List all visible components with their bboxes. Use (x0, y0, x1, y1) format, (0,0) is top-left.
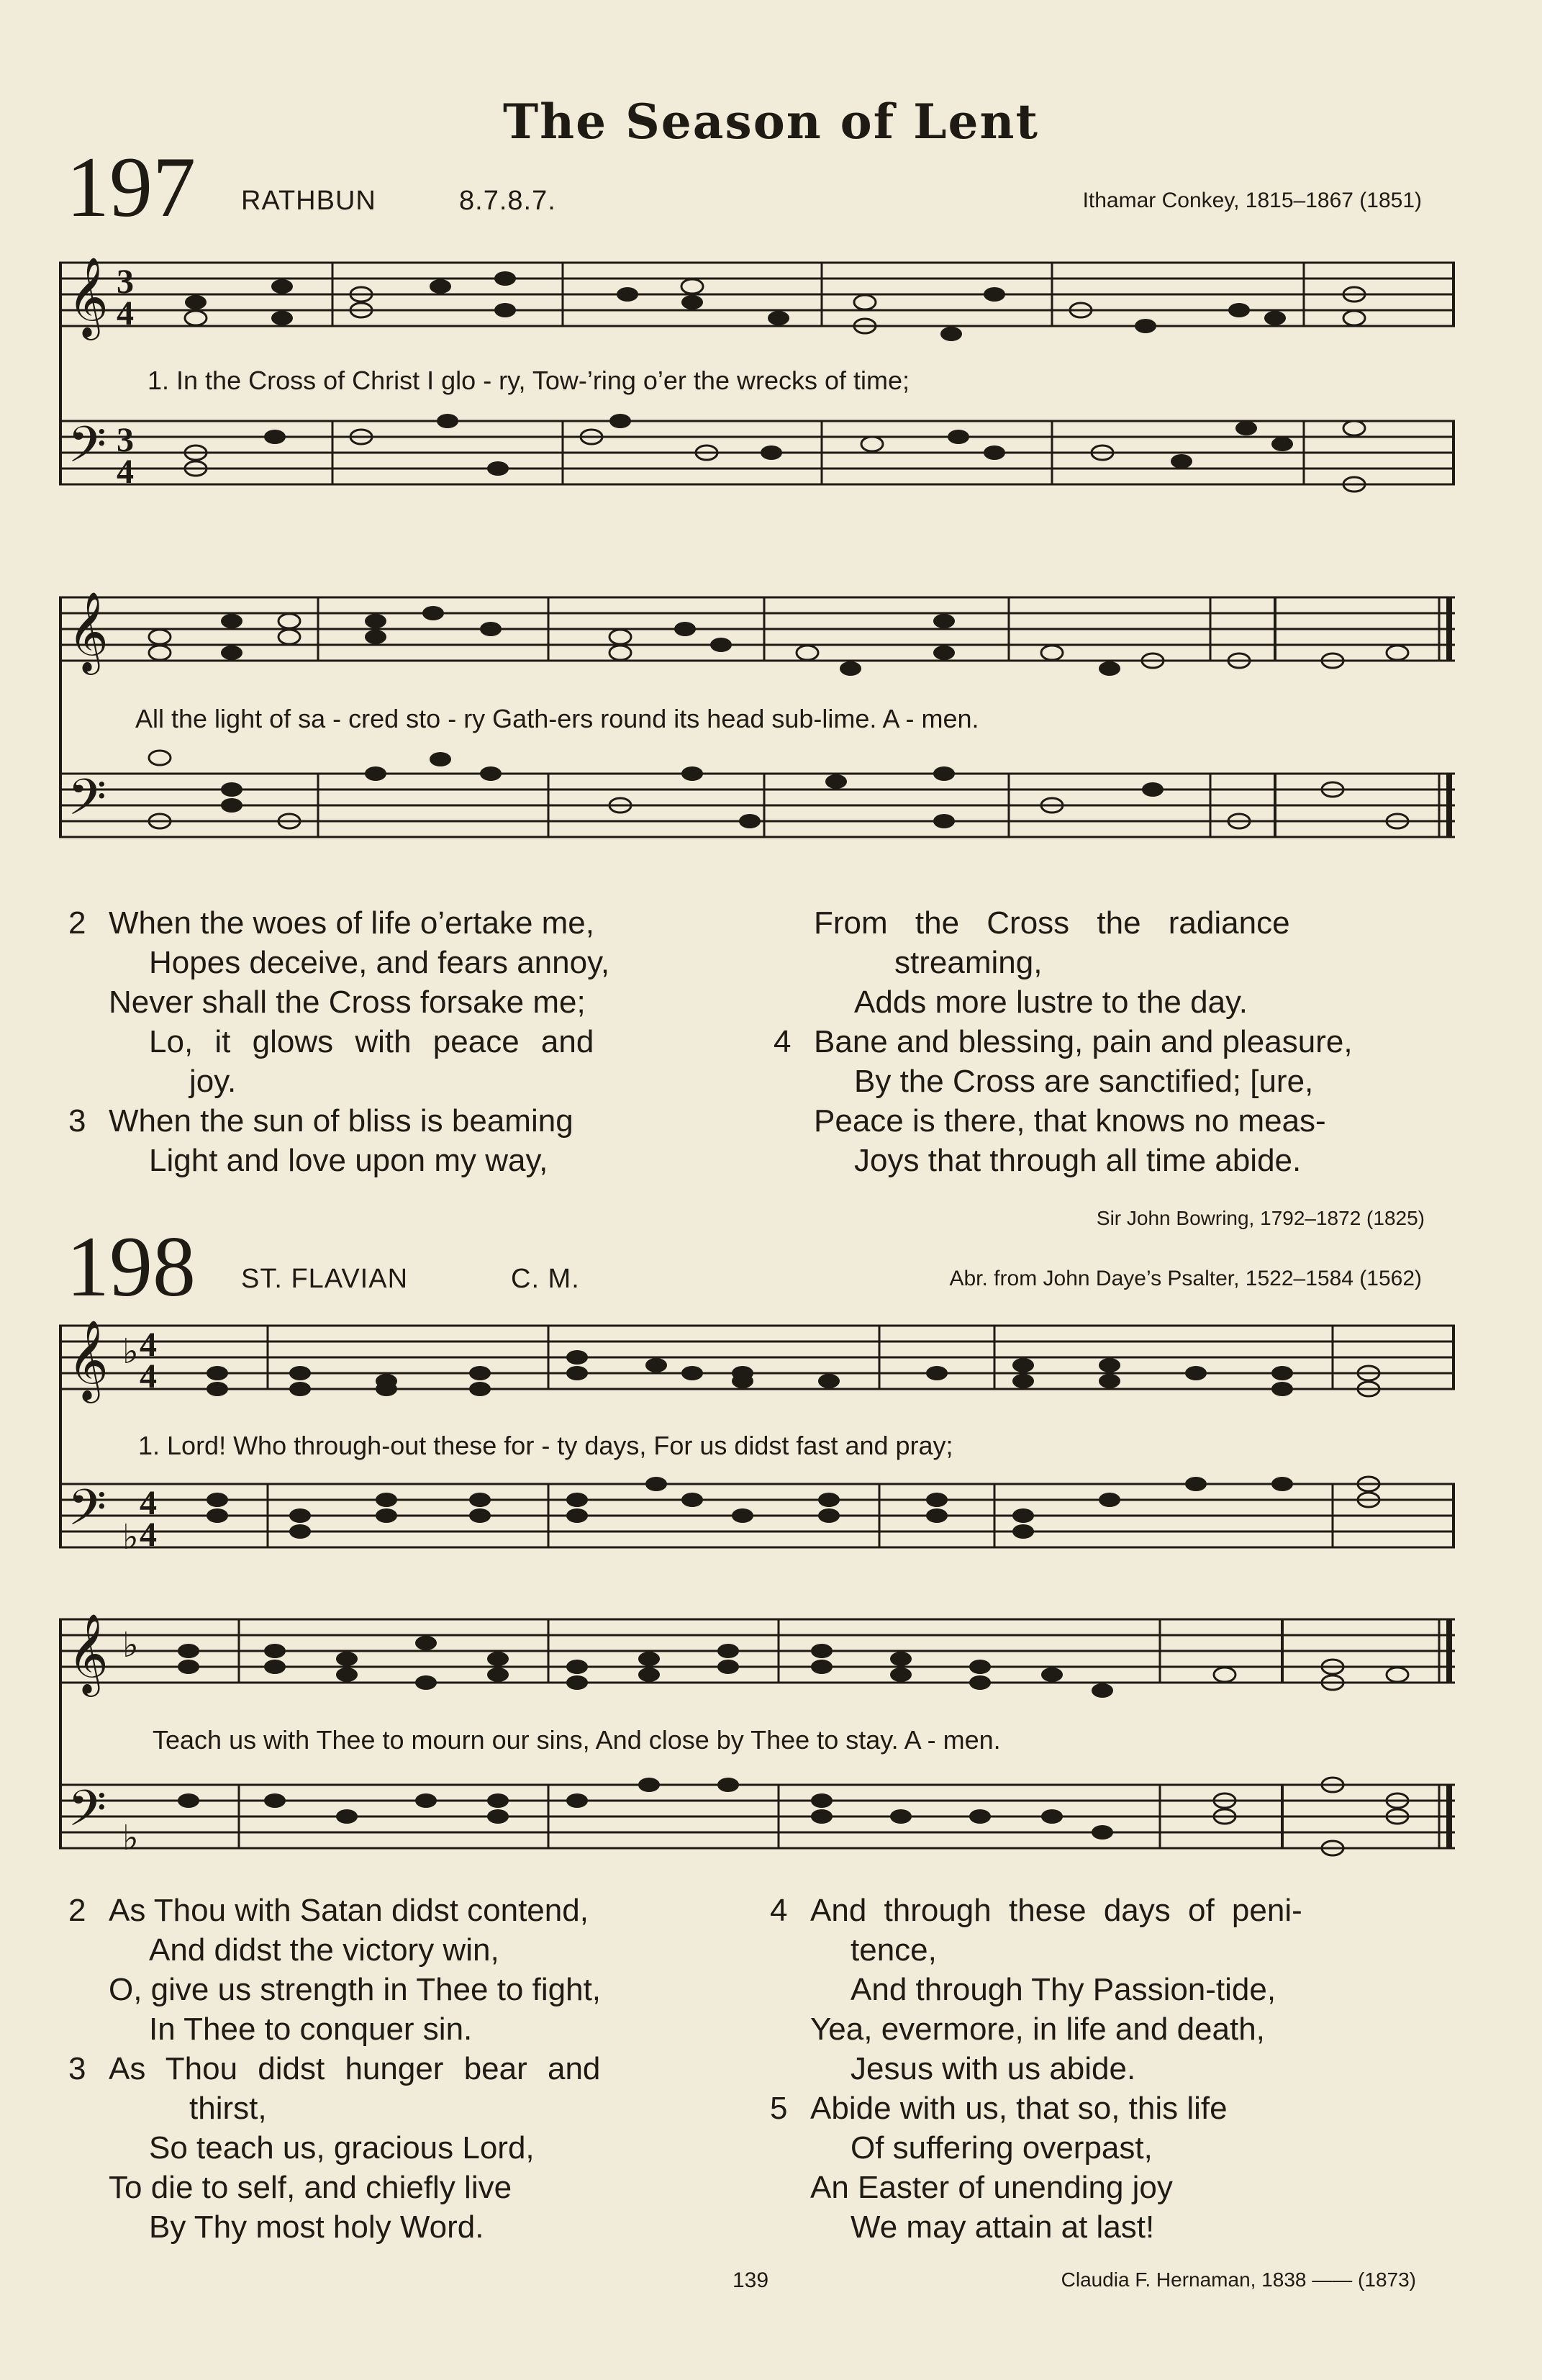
stanza-line: Joys that through all time abide. (854, 1143, 1302, 1178)
stanza-line: And through these days of peni- (810, 1893, 1302, 1928)
stanza-line: When the woes of life o’ertake me, (109, 905, 594, 941)
stanza-line: Of suffering overpast, (851, 2130, 1153, 2166)
music-system (59, 583, 1455, 892)
svg-text:4: 4 (140, 1357, 157, 1395)
stanza (774, 903, 1353, 1180)
flat-sign-icon: ♭ (122, 1818, 139, 1858)
tune-name: ST. FLAVIAN (241, 1264, 409, 1294)
svg-text:3: 3 (117, 263, 134, 301)
stanza-number: 2 (68, 1893, 86, 1928)
author-credit: Sir John Bowring, 1792–1872 (1825) (1096, 1207, 1425, 1229)
lyrics-line: Teach us with Thee to mourn our sins, And close by Thee to stay. A - men. (153, 1725, 1001, 1755)
stanza-line: When the sun of bliss is beaming (109, 1103, 573, 1139)
hymn-number: 197 (66, 139, 196, 235)
stanza-line: As Thou didst hunger bear and (109, 2051, 601, 2086)
svg-text:4: 4 (140, 1326, 157, 1364)
tune-name: RATHBUN (241, 186, 376, 216)
stanza-line: In Thee to conquer sin. (149, 2012, 473, 2047)
stanza-number: 5 (770, 2091, 788, 2126)
stanza-line: O, give us strength in Thee to fight, (109, 1972, 602, 2007)
meter: 8.7.8.7. (459, 186, 556, 216)
stanza-line: Abide with us, that so, this life (810, 2091, 1228, 2126)
flat-sign-icon: ♭ (122, 1517, 139, 1557)
stanza-line: Lo, it glows with peace and (149, 1024, 594, 1059)
flat-sign-icon: ♭ (122, 1331, 139, 1372)
stanza-number: 4 (774, 1024, 792, 1059)
stanza-line: thirst, (189, 2091, 267, 2126)
stanza-line: Light and love upon my way, (149, 1143, 548, 1178)
stanza-line: We may attain at last! (851, 2209, 1155, 2245)
lyrics-line: All the light of sa - cred sto - ry Gath-ers round its head sub-lime. A - men. (135, 704, 979, 733)
stanza-line: An Easter of unending joy (810, 2170, 1173, 2205)
flat-sign-icon: ♭ (122, 1625, 139, 1665)
stanza-number: 2 (68, 905, 86, 941)
stanza (770, 1891, 1302, 2247)
stanza-number: 3 (68, 2051, 86, 2086)
stanza-line: By the Cross are sanctified; [ure, (854, 1064, 1314, 1099)
stanza-line: Jesus with us abide. (851, 2051, 1136, 2086)
stanza-line: streaming, (894, 945, 1043, 980)
svg-text:4: 4 (140, 1484, 157, 1522)
page-number: 139 (733, 2268, 769, 2292)
treble-clef-icon: 𝄞 (68, 1319, 109, 1400)
stanza-line: And didst the victory win, (149, 1932, 499, 1968)
stanza-line: Yea, evermore, in life and death, (810, 2012, 1265, 2047)
staff-notation (59, 583, 1455, 892)
meter: C. M. (511, 1264, 580, 1294)
stanza-line: Adds more lustre to the day. (854, 985, 1248, 1020)
stanza-line: tence, (851, 1932, 937, 1968)
bass-clef-icon: 𝄢 (68, 415, 107, 486)
bass-clef-icon: 𝄢 (68, 1779, 107, 1850)
stanza (68, 1891, 601, 2247)
treble-clef-icon: 𝄞 (68, 1613, 109, 1693)
stanza-line: joy. (189, 1064, 237, 1099)
author-credit: Claudia F. Hernaman, 1838 —— (1873) (1061, 2268, 1416, 2291)
composer-credit: Ithamar Conkey, 1815–1867 (1851) (1082, 189, 1422, 212)
stanza (68, 903, 609, 1180)
stanza-line: By Thy most holy Word. (149, 2209, 484, 2245)
treble-clef-icon: 𝄞 (68, 591, 109, 671)
stanza-line: Never shall the Cross forsake me; (109, 985, 586, 1020)
composer-credit: Abr. from John Daye’s Psalter, 1522–1584 (1562) (949, 1267, 1422, 1290)
section-title: The Season of Lent (503, 94, 1039, 150)
svg-text:4: 4 (117, 294, 134, 332)
stanza-line: To die to self, and chiefly live (109, 2170, 512, 2205)
svg-text:4: 4 (140, 1516, 157, 1554)
bass-clef-icon: 𝄢 (68, 1478, 107, 1549)
bass-clef-icon: 𝄢 (68, 768, 107, 838)
stanza-number: 3 (68, 1103, 86, 1139)
stanza-number: 4 (770, 1893, 788, 1928)
lyrics-line: 1. Lord! Who through-out these for - ty days, For us didst fast and pray; (138, 1431, 953, 1460)
stanza-line: So teach us, gracious Lord, (149, 2130, 535, 2166)
lyrics-line: 1. In the Cross of Christ I glo - ry, Tow-’ring o’er the wrecks of time; (148, 366, 910, 395)
stanza-line: As Thou with Satan didst contend, (109, 1893, 589, 1928)
stanza-line: And through Thy Passion-tide, (851, 1972, 1276, 2007)
stanza-line: Bane and blessing, pain and pleasure, (814, 1024, 1353, 1059)
stanza-line: Hopes deceive, and fears annoy, (149, 945, 610, 980)
stanza-line: Peace is there, that knows no meas- (814, 1103, 1326, 1139)
svg-text:4: 4 (117, 453, 134, 491)
treble-clef-icon: 𝄞 (68, 256, 109, 337)
stanza-line: From the Cross the radiance (814, 905, 1290, 941)
svg-text:3: 3 (117, 421, 134, 459)
hymn-number: 198 (66, 1218, 196, 1314)
